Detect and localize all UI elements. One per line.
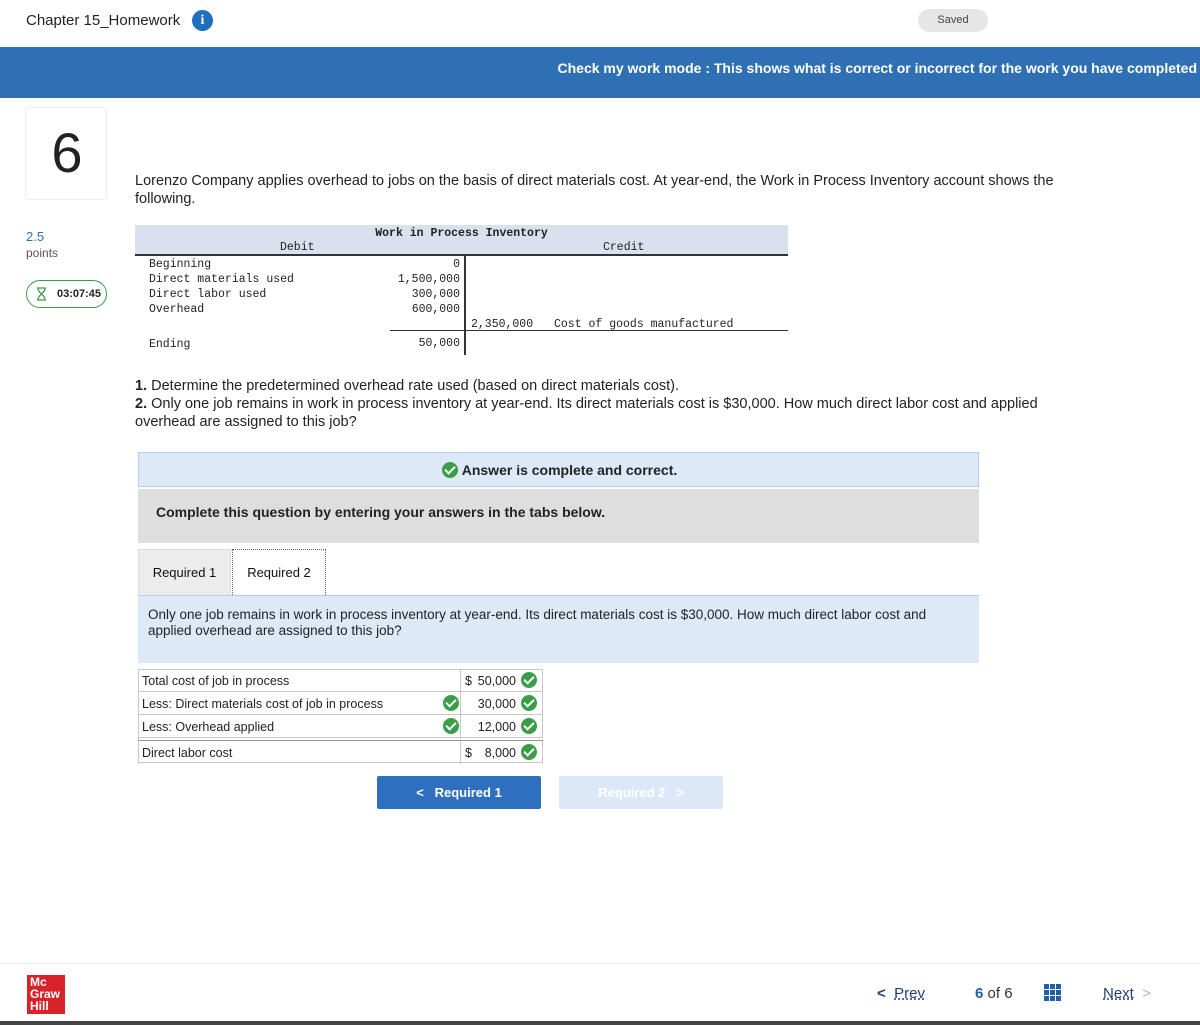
check-icon bbox=[443, 718, 459, 734]
debit-entry-value: 600,000 bbox=[411, 303, 460, 316]
debit-entry-label: Overhead bbox=[149, 303, 205, 316]
q1-number: 1. bbox=[135, 378, 148, 394]
currency-symbol: $ bbox=[465, 746, 472, 760]
credit-entry-value: 2,350,000 bbox=[471, 318, 534, 331]
footer-divider bbox=[0, 963, 1200, 964]
credit-entry-label: Cost of goods manufactured bbox=[554, 318, 734, 331]
debit-entry-label: Direct materials used bbox=[149, 273, 294, 286]
prev-required-label: Required 1 bbox=[434, 785, 502, 800]
row-label: Total cost of job in process bbox=[142, 674, 290, 688]
check-my-work-banner bbox=[0, 47, 1200, 98]
chevron-left-icon: < bbox=[877, 985, 886, 1002]
info-icon[interactable]: i bbox=[192, 10, 213, 31]
banner-text: Check my work mode : This shows what is correct or incorrect for the work you have completed bbox=[557, 60, 1197, 76]
debit-entry-label: Beginning bbox=[149, 258, 212, 271]
debit-label: Debit bbox=[280, 241, 315, 254]
tab-required-2[interactable]: Required 2 bbox=[232, 549, 326, 595]
debit-entry-value: 0 bbox=[453, 258, 460, 271]
answer-value: 12,000 bbox=[477, 720, 516, 734]
next-label: Next bbox=[1103, 985, 1134, 1002]
check-icon bbox=[521, 718, 537, 734]
instructions-box bbox=[138, 489, 979, 543]
logo-text: Mc bbox=[30, 975, 47, 989]
bottom-edge bbox=[0, 1021, 1200, 1025]
table-row bbox=[138, 715, 543, 738]
debit-entry-label: Direct labor used bbox=[149, 288, 267, 301]
table-row bbox=[138, 740, 543, 763]
debit-entry-value: 1,500,000 bbox=[397, 273, 460, 286]
answer-input[interactable] bbox=[460, 692, 543, 715]
assignment-title: Chapter 15_Homework bbox=[26, 12, 181, 29]
prev-question-link[interactable] bbox=[877, 985, 925, 1002]
answer-input[interactable] bbox=[460, 669, 543, 692]
page-current: 6 bbox=[975, 985, 984, 1002]
saved-status-badge: Saved bbox=[918, 9, 988, 32]
ending-label: Ending bbox=[149, 338, 191, 351]
next-required-label: Required 2 bbox=[598, 785, 666, 800]
tab-required-1[interactable]: Required 1 bbox=[138, 549, 231, 595]
debit-entry-value: 300,000 bbox=[411, 288, 460, 301]
currency-symbol: $ bbox=[465, 674, 472, 688]
tab-panel bbox=[138, 595, 979, 663]
answer-status-text: Answer is complete and correct. bbox=[461, 462, 678, 478]
check-icon bbox=[443, 695, 459, 711]
prev-label: Prev bbox=[894, 985, 925, 1002]
answer-value: 8,000 bbox=[484, 746, 516, 760]
answer-value: 50,000 bbox=[477, 674, 516, 688]
check-icon bbox=[521, 744, 537, 760]
table-row bbox=[138, 692, 543, 715]
next-question-link[interactable] bbox=[1103, 985, 1151, 1002]
q2-number: 2. bbox=[135, 396, 148, 412]
q1-text: Determine the predetermined overhead rate used (based on direct materials cost). bbox=[151, 378, 680, 394]
t-account-header bbox=[135, 225, 788, 256]
t-account-divider bbox=[464, 256, 466, 355]
ending-value: 50,000 bbox=[418, 337, 460, 350]
q2-text: Only one job remains in work in process inventory at year-end. Its direct materials cost is $30,000. How much direct labor cost and applied overhead are assigned to this job? bbox=[135, 396, 1038, 430]
check-icon bbox=[521, 695, 537, 711]
chevron-left-icon: < bbox=[416, 785, 424, 800]
t-account bbox=[135, 225, 788, 355]
timer-badge[interactable] bbox=[26, 280, 107, 308]
t-account-total-line-left bbox=[390, 330, 464, 331]
complete-instructions: Complete this question by entering your answers in the tabs below. bbox=[156, 504, 606, 520]
mcgraw-hill-logo bbox=[27, 975, 65, 1014]
t-account-title: Work in Process Inventory bbox=[375, 227, 548, 240]
timer-text: 03:07:45 bbox=[57, 288, 102, 300]
question-grid-icon[interactable] bbox=[1044, 984, 1061, 1001]
prev-required-button[interactable] bbox=[377, 776, 541, 809]
check-icon bbox=[442, 462, 458, 478]
next-required-button[interactable] bbox=[559, 776, 723, 809]
row-label: Direct labor cost bbox=[142, 746, 233, 760]
page-indicator bbox=[975, 985, 1013, 1002]
tab-panel-question: Only one job remains in work in process inventory at year-end. Its direct materials cost is $30,000. How much direct labor cost and applied overhead are assigned to this job? bbox=[148, 607, 927, 638]
top-bar bbox=[0, 0, 1200, 46]
question-number-box bbox=[25, 107, 107, 200]
page-of: of bbox=[987, 985, 1001, 1002]
points-label: points bbox=[26, 246, 59, 260]
answer-status-bar bbox=[138, 452, 979, 487]
question-instructions bbox=[135, 377, 1055, 431]
row-label: Less: Direct materials cost of job in process bbox=[142, 697, 384, 711]
logo-text: Hill bbox=[30, 999, 49, 1013]
answer-input[interactable] bbox=[460, 715, 543, 738]
chevron-right-icon: > bbox=[1142, 985, 1151, 1002]
table-row bbox=[138, 669, 543, 692]
chevron-right-icon: > bbox=[676, 785, 684, 800]
logo-text: Graw bbox=[30, 987, 61, 1001]
check-icon bbox=[521, 672, 537, 688]
answer-input[interactable] bbox=[460, 741, 543, 764]
row-label: Less: Overhead applied bbox=[142, 720, 275, 734]
question-intro: Lorenzo Company applies overhead to jobs on the basis of direct materials cost. At year-end, the Work in Process Inventory account shows the following. bbox=[135, 173, 1054, 207]
points-value: 2.5 bbox=[26, 229, 45, 244]
page-total: 6 bbox=[1004, 985, 1013, 1002]
hourglass-icon bbox=[36, 287, 47, 301]
answer-value: 30,000 bbox=[477, 697, 516, 711]
question-number: 6 bbox=[51, 121, 83, 184]
credit-label: Credit bbox=[603, 241, 645, 254]
